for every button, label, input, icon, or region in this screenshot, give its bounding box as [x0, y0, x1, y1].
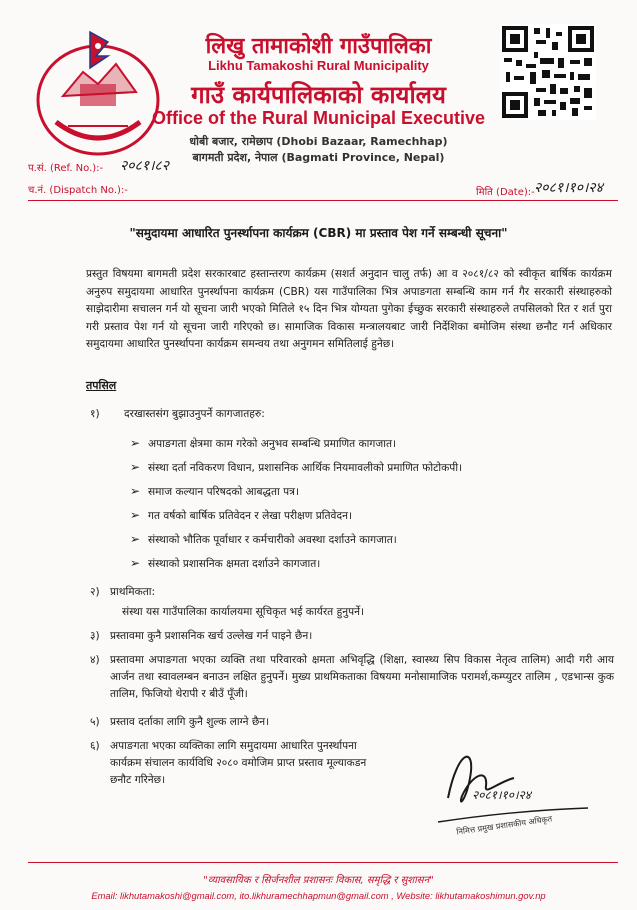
bullet-list [130, 436, 600, 580]
tapsil-heading: तपसिल [86, 379, 117, 392]
list-item: ➢ समाज कल्यान परिषदको आबद्धता पत्र। [130, 484, 300, 498]
list-item: ➢ संस्थाको भौतिक पूर्वाधार र कर्मचारीको अवस्था दर्शाउने कागजात। [130, 532, 397, 546]
address-line-1: धोबी बजार, रामेछाप (Dhobi Bazaar, Ramechhap) [189, 135, 448, 148]
header-divider [28, 200, 618, 201]
list-item: ➢ गत वर्षको बार्षिक प्रतिवेदन र लेखा परीक्षण प्रतिवेदन। [130, 508, 352, 522]
list-item-4: ४) प्रस्तावमा अपाङगता भएका व्यक्ति तथा परिवारको क्षमता अभिवृद्धि (शिक्षा, स्वास्थ्य सिप विकास नेतृत्व तालिम) आदी गरी आय आर्जन तथा स्वावलम्बन बनाउन लक्षित हुनुपर्ने। मुख्य प्राथमिकताका विषयमा मनोसामाजिक परामर्श,कम्प्युटर तालिम , एडभान्स कुक तालिम, फिजियो थेरापी र बीउँ पूँजी। [90, 654, 614, 700]
list-item-1 [90, 406, 590, 423]
item-number: १) [90, 408, 100, 420]
footer-slogan: "व्यावसायिक र सिर्जनशील प्रशासनः विकास, समृद्धि र सुशासन" [203, 875, 434, 886]
arrow-bullet-icon: ➢ [130, 556, 141, 570]
date-value: २०८१।१०।२४ [534, 180, 603, 196]
footer-contact: Email: likhutamakoshi@gmail.com, ito.likhuramechhapmun@gmail.com , Website: likhutamakoshimun.gov.np [91, 890, 546, 901]
list-item-5: ५) प्रस्ताव दर्ताका लागि कुनै शुल्क लाग्ने छैन। [90, 716, 270, 728]
municipality-name-english: Likhu Tamakoshi Rural Municipality [208, 58, 429, 73]
list-item-2-text: संस्था यस गाउँपालिका कार्यालयमा सूचिकृत भई कार्यरत हुनुपर्ने। [122, 606, 364, 618]
ref-no-label: प.सं. (Ref. No.):- [28, 163, 104, 174]
arrow-bullet-icon: ➢ [130, 460, 141, 474]
arrow-bullet-icon: ➢ [130, 484, 141, 498]
arrow-bullet-icon: ➢ [130, 436, 141, 450]
item-title: दरखास्तसंग बुझाउनुपर्ने कागजातहरु: [124, 408, 265, 420]
signatory-title: निमित्त प्रमुख प्रशासकीय अधिकृत [455, 814, 553, 837]
arrow-bullet-icon: ➢ [130, 532, 141, 546]
municipality-name-nepali: लिखु तामाकोशी गाउँपालिका [205, 34, 432, 59]
ref-no-value: २०८१।८२ [120, 158, 169, 174]
notice-body-paragraph: प्रस्तुत विषयमा बागमती प्रदेश सरकारबाट हस्तान्तरण कार्यक्रम (सशर्त अनुदान चालु तर्फ) आ व २०८१/८२ को स्वीकृत बार्षिक कार्यक्रम अनुरुप समुदायमा आधारित पुनर्स्थापना कार्यक्रम (CBR) यस गाउँपालिका भित्र अपाङगता सम्बन्धि काम गर्न गैर सरकारी संस्थाहरुको साझेदारीमा सचालन गर्न यो सूचना जारी भएको मितिले १५ दिन भित्र योग्यता पुगेका ईच्छुक सरकारी संस्थाहरुले तपसिलको रित र शर्त पुरा गरी प्रस्ताव पेश गर्न यो सूचना जारी गरिएको छ। सामाजिक विकास मन्त्रालयबाट जारी निर्देशिका बमोजिम संस्था छनौट गर्न अधिकार समुदायमा आधारित पुनर्स्थापना कार्यक्रम समन्वय तथा अनुगमन समितिलाई हुनेछ। [86, 268, 612, 351]
list-item-6: ६) अपाङगता भएका व्यक्तिका लागि समुदायमा आधारित पुनर्स्थापना कार्यक्रम संचालन कार्यविधि २०८० वमोजिम प्राप्त प्रस्ताव मूल्याकडन छनौट गरिनेछ। [90, 740, 367, 786]
list-item-2: २) प्राथमिकता: [90, 586, 156, 598]
notice-subject: "समुदायमा आधारित पुनर्स्थापना कार्यक्रम (CBR) मा प्रस्ताव पेश गर्ने सम्बन्धी सूचना" [129, 226, 508, 240]
dispatch-no-label: च.नं. (Dispatch No.):- [28, 185, 128, 196]
list-item: ➢ संस्थाको प्रशासनिक क्षमता दर्शाउने कागजात। [130, 556, 321, 570]
arrow-bullet-icon: ➢ [130, 508, 141, 522]
list-item-3: ३) प्रस्तावमा कुनै प्रशासनिक खर्च उल्लेख गर्न पाइने छैन। [90, 630, 313, 642]
list-item: ➢ अपाङगता क्षेत्रमा काम गरेको अनुभव सम्बन्धि प्रमाणित कागजात। [130, 436, 397, 450]
date-label: मिति (Date):- [476, 187, 535, 198]
office-name-nepali: गाउँ कार्यपालिकाको कार्यालय [191, 81, 446, 109]
list-item: ➢ संस्था दर्ता नविकरण विधान, प्रशासनिक आर्थिक नियमावलीको प्रमाणित फोटोकपी। [130, 460, 463, 474]
address-line-2: बागमती प्रदेश, नेपाल (Bagmati Province, Nepal) [192, 151, 445, 164]
signature-date: २०८१।१०।२४ [472, 788, 532, 802]
footer-divider [28, 862, 618, 863]
office-name-english: Office of the Rural Municipal Executive [151, 108, 486, 128]
